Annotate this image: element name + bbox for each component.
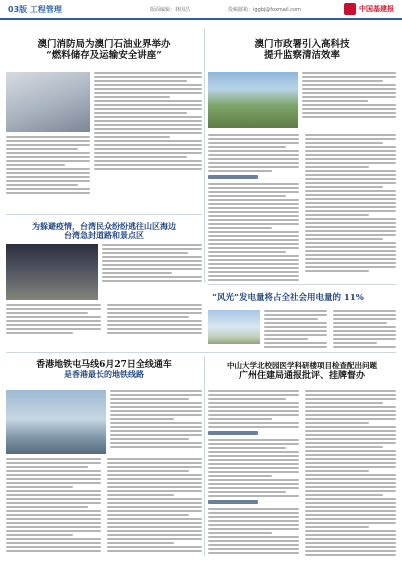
headline-line: 澳门市政署引入高科技: [254, 39, 350, 50]
article-taiwan-body: [102, 244, 202, 284]
article-macau-fire-body-left: [6, 136, 90, 212]
column-divider: [204, 356, 205, 556]
article-macau-fire-title[interactable]: [6, 40, 202, 62]
article-taiwan-body-lower: [6, 304, 202, 338]
article-macau-talent-body-cols: [208, 134, 396, 282]
editor-credit: 版面编辑：林国昌: [150, 7, 191, 13]
headline-line: 中山大学北校园医学科研楼项目检查配出问题: [227, 361, 377, 370]
article-macau-talent-photo: [208, 72, 298, 128]
article-wind-power-body: [264, 310, 396, 350]
section-divider: [6, 352, 396, 353]
column-divider: [204, 28, 205, 283]
article-macau-fire-photo: [6, 72, 90, 132]
article-macau-talent-body: [302, 72, 396, 132]
logo-text: 中国基建报: [359, 5, 394, 13]
article-hk-mtr-photo: [6, 390, 106, 454]
article-gz-univ-title[interactable]: [208, 362, 396, 381]
article-macau-fire-body: [94, 72, 202, 212]
headline-line: “燃料储存及运输安全讲座”: [46, 49, 162, 61]
headline-line: 是香港最长的地铁线路: [64, 369, 144, 380]
page-section-label: 03版 工程管理: [8, 5, 62, 14]
newspaper-logo: [344, 3, 394, 15]
headline-line: 为躲避疫情，台湾民众纷纷逃往山区海边: [32, 221, 176, 231]
headline-line: 提升监察清洁效率: [263, 49, 340, 61]
article-macau-talent-title[interactable]: [208, 40, 396, 62]
section-divider: [6, 214, 202, 215]
headline-line: 广州住建局通报批评、挂牌督办: [238, 370, 365, 381]
article-hk-mtr-title[interactable]: [6, 360, 202, 380]
submission-email[interactable]: 投稿邮箱：iggbj@foxmail.com: [228, 7, 301, 13]
headline-line: “风光”发电量将占全社会用电量的 11%: [212, 293, 364, 303]
article-gz-univ-body: [208, 390, 396, 558]
article-taiwan-title[interactable]: [6, 222, 202, 240]
article-wind-power-title[interactable]: [180, 294, 396, 304]
article-wind-power-photo: [208, 310, 260, 344]
section-divider: [208, 284, 396, 285]
article-hk-mtr-body-lower: [6, 458, 202, 558]
article-hk-mtr-body: [110, 390, 202, 450]
article-taiwan-photo: [6, 244, 98, 300]
headline-line: 香港地铁屯马线6月27日全线通车: [36, 360, 172, 370]
page-header: [0, 0, 402, 20]
headline-line: 台湾急封道路和景点区: [64, 230, 144, 241]
logo-icon: [344, 3, 356, 15]
headline-line: 澳门消防局为澳门石油业界举办: [37, 39, 171, 50]
